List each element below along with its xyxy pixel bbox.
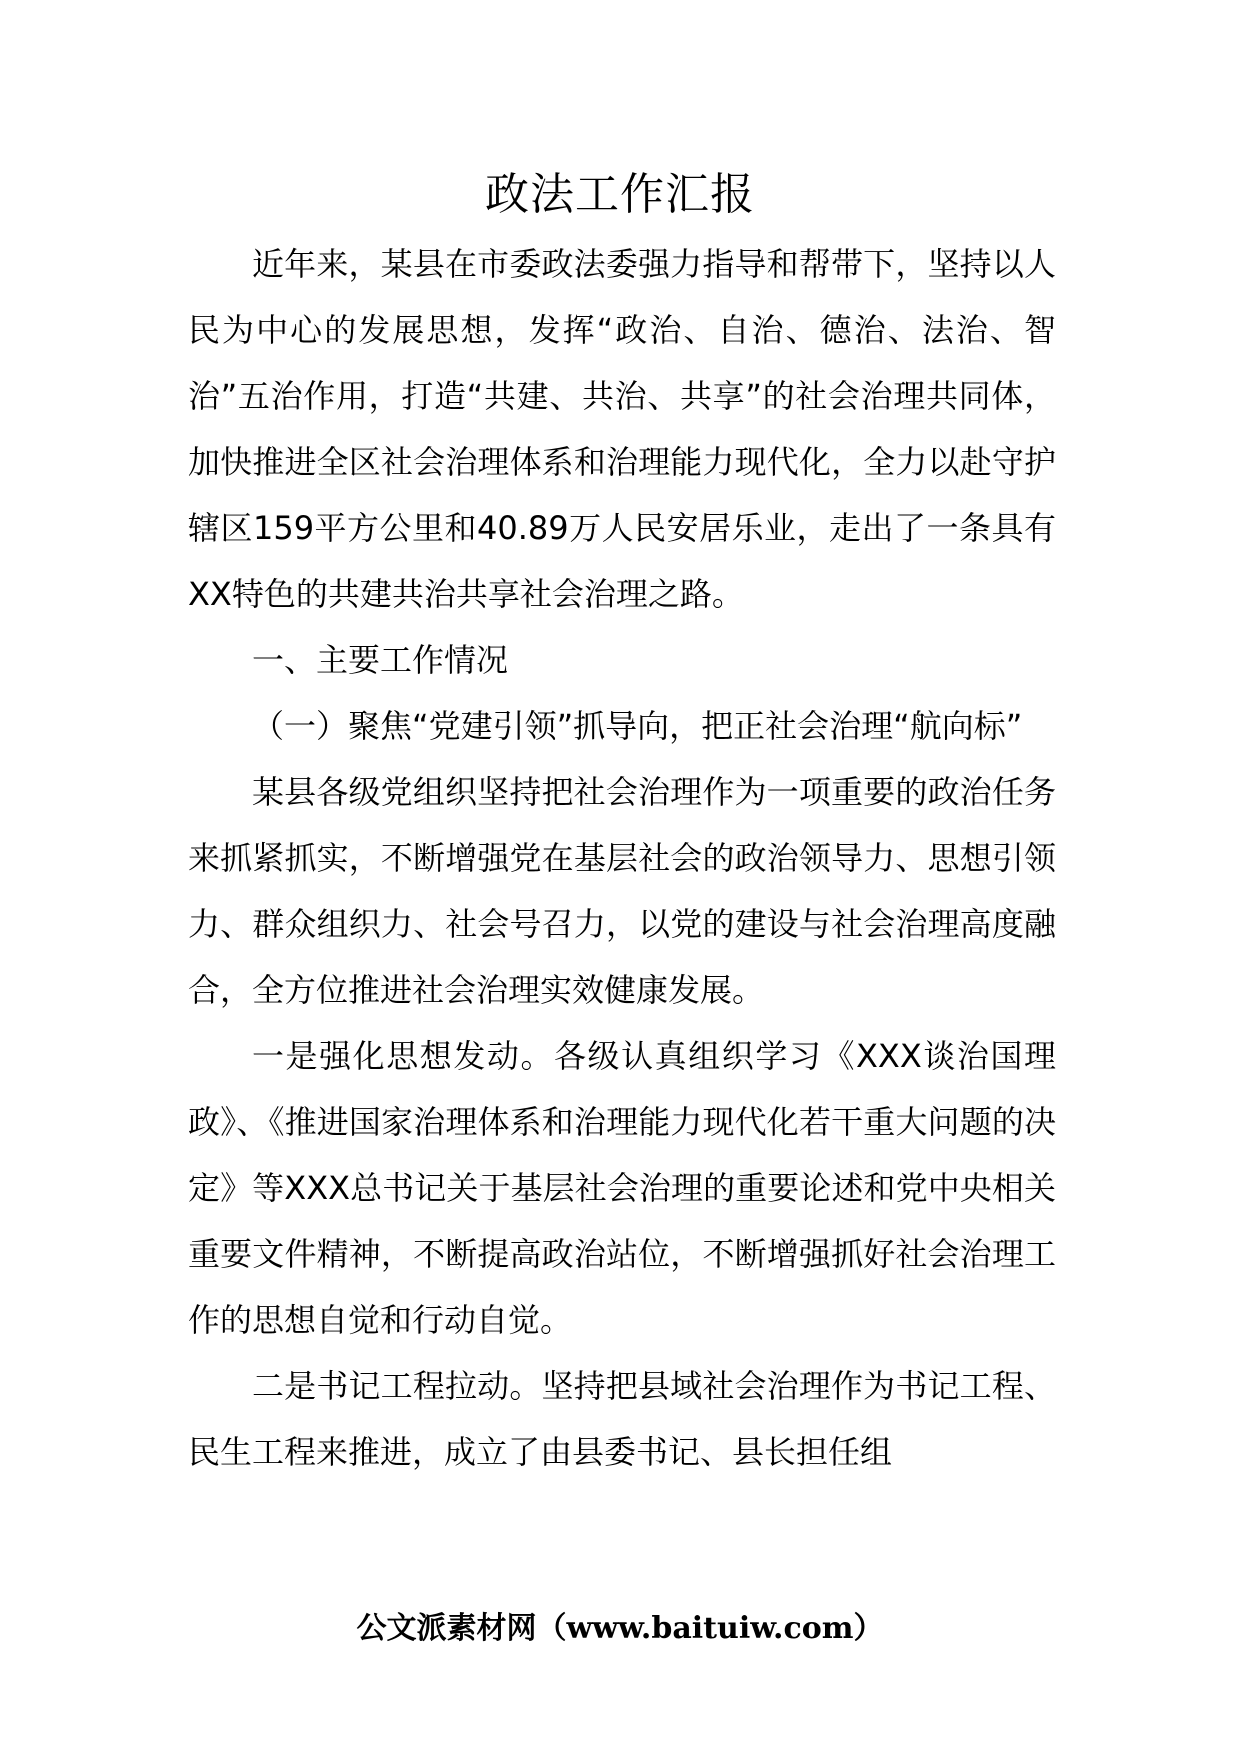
intro-paragraph: 近年来，某县在市委政法委强力指导和帮带下，坚持以人民为中心的发展思想，发挥“政治、自治、德治、法治、智治”五治作用，打造“共建、共治、共享”的社会治理共同体，加快推进全区社会治理体系和治理能力现代化，全力以赴守护辖区159平方公里和40.89万人民安居乐业，走出了一条具有XX特色的共建共治共享社会治理之路。 bbox=[188, 245, 1056, 613]
subsection-heading: （一）聚焦“党建引领”抓导向，把正社会治理“航向标” bbox=[252, 707, 1023, 745]
footer-watermark: 公文派素材网（www.baituiw.com） bbox=[356, 1611, 884, 1646]
body-paragraph: 二是书记工程拉动。坚持把县域社会治理作为书记工程、民生工程来推进，成立了由县委书记、县长担任组 bbox=[188, 1367, 1056, 1471]
document-title: 政法工作汇报 bbox=[485, 169, 755, 220]
body-paragraph: 一是强化思想发动。各级认真组织学习《XXX谈治国理政》、《推进国家治理体系和治理能力现代化若干重大问题的决定》等XXX总书记关于基层社会治理的重要论述和党中央相关重要文件精神，不断提高政治站位，不断增强抓好社会治理工作的思想自觉和行动自觉。 bbox=[188, 1037, 1056, 1339]
document-body bbox=[188, 231, 1056, 1485]
body-paragraph: 某县各级党组织坚持把社会治理作为一项重要的政治任务来抓紧抓实，不断增强党在基层社会的政治领导力、思想引领力、群众组织力、社会号召力，以党的建设与社会治理高度融合，全方位推进社会治理实效健康发展。 bbox=[188, 773, 1056, 1009]
section-heading: 一、主要工作情况 bbox=[252, 641, 509, 679]
